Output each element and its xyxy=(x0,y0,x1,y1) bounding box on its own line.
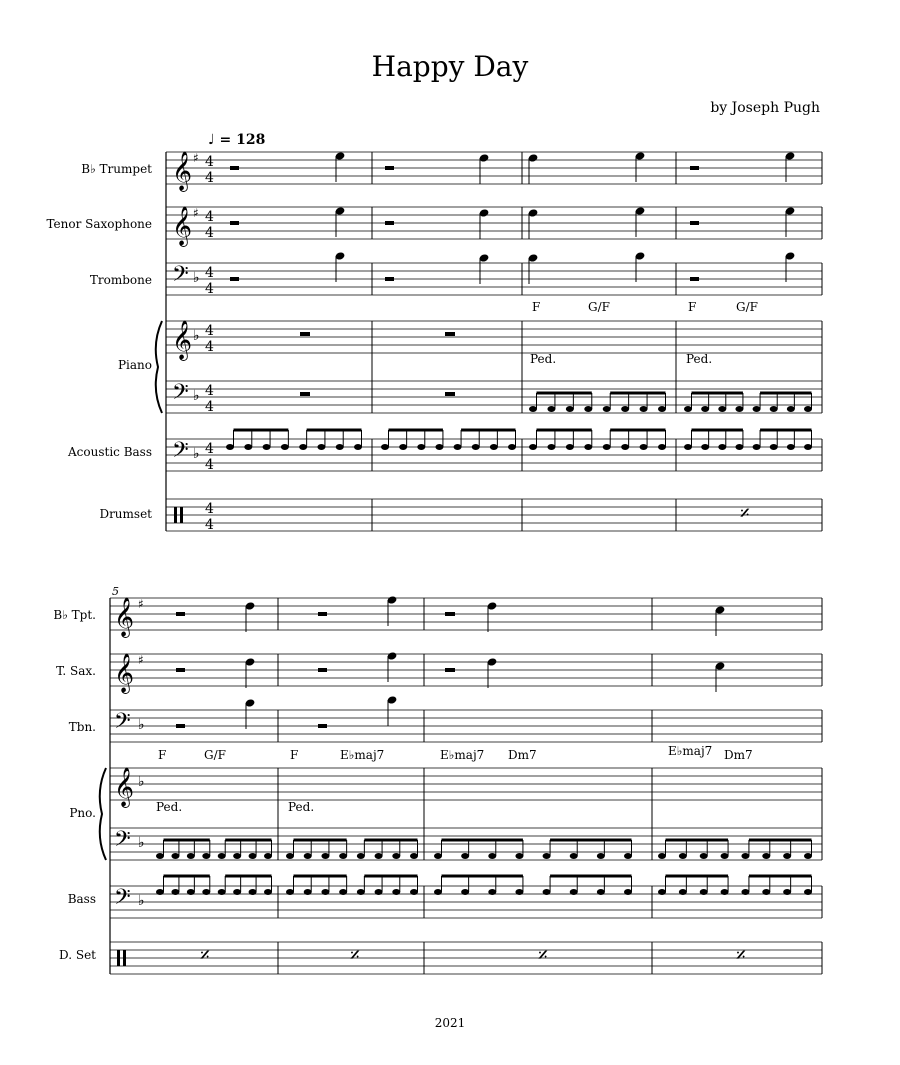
note xyxy=(597,853,605,859)
rest xyxy=(230,166,239,170)
note xyxy=(375,853,383,859)
instrument-name: B♭ Trumpet xyxy=(81,162,152,176)
drum-clef xyxy=(117,950,120,966)
rest xyxy=(690,221,699,225)
note xyxy=(226,444,234,450)
note xyxy=(804,889,812,895)
note xyxy=(472,444,480,450)
instrument-name: D. Set xyxy=(59,948,96,962)
note xyxy=(529,444,537,450)
rest xyxy=(445,392,455,396)
drum-clef xyxy=(123,950,126,966)
note xyxy=(700,853,708,859)
note xyxy=(529,406,537,412)
note xyxy=(410,889,418,895)
note xyxy=(461,853,469,859)
note xyxy=(417,444,425,450)
note xyxy=(804,406,812,412)
note xyxy=(321,889,329,895)
note xyxy=(264,853,272,859)
note xyxy=(461,889,469,895)
note xyxy=(597,889,605,895)
treble-clef: 𝄞 xyxy=(172,320,193,360)
note xyxy=(547,406,555,412)
note xyxy=(621,406,629,412)
note xyxy=(700,889,708,895)
note xyxy=(721,889,729,895)
time-sig: 4 xyxy=(205,265,214,281)
rest xyxy=(385,277,394,281)
rest xyxy=(300,332,310,336)
instrument-name: Tbn. xyxy=(68,720,96,734)
note xyxy=(454,444,462,450)
repeat-measure-sign: 𝄎 xyxy=(736,943,746,967)
key-signature: ♯ xyxy=(138,597,144,611)
bass-clef: 𝄢 xyxy=(172,380,189,410)
note xyxy=(570,889,578,895)
chord-symbol: E♭maj7 xyxy=(440,748,485,762)
key-signature: ♭ xyxy=(138,774,145,790)
note xyxy=(434,889,442,895)
time-sig: 4 xyxy=(205,441,214,457)
repeat-measure-sign: 𝄎 xyxy=(740,501,750,525)
note xyxy=(753,444,761,450)
key-signature: ♭ xyxy=(138,835,145,851)
note xyxy=(547,444,555,450)
pedal-marking: Ped. xyxy=(288,800,315,814)
note xyxy=(624,853,632,859)
note xyxy=(679,889,687,895)
time-sig: 4 xyxy=(205,339,214,355)
note xyxy=(392,853,400,859)
tempo-marking: ♩ = 128 xyxy=(208,132,266,148)
note xyxy=(762,889,770,895)
note xyxy=(762,853,770,859)
time-sig: 4 xyxy=(205,154,214,170)
key-signature: ♭ xyxy=(193,446,200,462)
key-signature: ♭ xyxy=(193,270,200,286)
rest xyxy=(318,612,327,616)
rest xyxy=(318,724,327,728)
note xyxy=(339,889,347,895)
note xyxy=(264,889,272,895)
note xyxy=(718,406,726,412)
bass-clef: 𝄢 xyxy=(172,438,189,468)
note xyxy=(584,444,592,450)
instrument-name: Drumset xyxy=(99,507,152,521)
rest xyxy=(176,724,185,728)
note xyxy=(202,889,210,895)
composer: by Joseph Pugh xyxy=(710,100,820,116)
repeat-measure-sign: 𝄎 xyxy=(538,943,548,967)
note xyxy=(249,889,257,895)
note xyxy=(640,406,648,412)
note xyxy=(624,889,632,895)
treble-clef: 𝄞 xyxy=(114,653,135,693)
piano-brace xyxy=(156,321,162,413)
note xyxy=(543,889,551,895)
note xyxy=(233,889,241,895)
chord-symbol: E♭maj7 xyxy=(668,744,713,758)
note xyxy=(543,853,551,859)
note xyxy=(753,406,761,412)
note xyxy=(156,889,164,895)
rest xyxy=(445,668,455,672)
note xyxy=(684,406,692,412)
bass-clef: 𝄢 xyxy=(114,709,131,739)
time-sig: 4 xyxy=(205,383,214,399)
time-sig: 4 xyxy=(205,225,214,241)
key-signature: ♯ xyxy=(138,653,144,667)
note xyxy=(658,853,666,859)
note xyxy=(603,444,611,450)
page-footer: 2021 xyxy=(434,1016,466,1030)
note xyxy=(488,889,496,895)
instrument-name: Trombone xyxy=(89,273,152,287)
note xyxy=(640,444,648,450)
note xyxy=(658,444,666,450)
chord-symbol: G/F xyxy=(204,748,226,762)
note xyxy=(399,444,407,450)
note xyxy=(770,406,778,412)
chord-symbol: F xyxy=(158,748,167,762)
rest xyxy=(445,612,455,616)
note xyxy=(721,853,729,859)
note xyxy=(357,889,365,895)
note xyxy=(171,853,179,859)
rest xyxy=(690,277,699,281)
note xyxy=(701,406,709,412)
note xyxy=(658,889,666,895)
treble-clef: 𝄞 xyxy=(114,767,135,807)
note xyxy=(701,444,709,450)
note xyxy=(156,853,164,859)
measure-number: 5 xyxy=(112,585,119,598)
instrument-name: Tenor Saxophone xyxy=(46,217,152,231)
note xyxy=(336,444,344,450)
instrument-name: Bass xyxy=(67,892,96,906)
note xyxy=(508,444,516,450)
repeat-measure-sign: 𝄎 xyxy=(350,943,360,967)
chord-symbol: F xyxy=(532,300,541,314)
note xyxy=(718,444,726,450)
note xyxy=(741,889,749,895)
note xyxy=(566,406,574,412)
note xyxy=(490,444,498,450)
treble-clef: 𝄞 xyxy=(114,597,135,637)
key-signature: ♭ xyxy=(138,717,145,733)
note xyxy=(684,444,692,450)
note xyxy=(171,889,179,895)
note xyxy=(281,444,289,450)
pedal-marking: Ped. xyxy=(686,352,713,366)
time-sig: 4 xyxy=(205,209,214,225)
note xyxy=(304,853,312,859)
note xyxy=(584,406,592,412)
note xyxy=(570,853,578,859)
treble-clef: 𝄞 xyxy=(172,151,193,191)
note xyxy=(679,853,687,859)
note xyxy=(735,406,743,412)
note xyxy=(218,889,226,895)
note xyxy=(787,406,795,412)
rest xyxy=(176,668,185,672)
note xyxy=(354,444,362,450)
note xyxy=(392,889,400,895)
note xyxy=(410,853,418,859)
instrument-name: B♭ Tpt. xyxy=(53,608,96,622)
key-signature: ♯ xyxy=(193,206,199,220)
note xyxy=(804,853,812,859)
rest xyxy=(385,221,394,225)
note xyxy=(339,853,347,859)
instrument-name: Piano xyxy=(117,358,152,372)
note xyxy=(434,853,442,859)
note xyxy=(317,444,325,450)
rest xyxy=(230,221,239,225)
note xyxy=(488,853,496,859)
time-sig: 4 xyxy=(205,501,214,517)
pedal-marking: Ped. xyxy=(156,800,183,814)
rest xyxy=(385,166,394,170)
instrument-name: Pno. xyxy=(69,806,96,820)
note xyxy=(804,444,812,450)
time-sig: 4 xyxy=(205,457,214,473)
chord-symbol: F xyxy=(688,300,697,314)
rest xyxy=(300,392,310,396)
rest xyxy=(318,668,327,672)
note xyxy=(286,853,294,859)
piano-brace xyxy=(100,768,106,860)
note xyxy=(263,444,271,450)
note xyxy=(603,406,611,412)
note xyxy=(304,889,312,895)
note xyxy=(218,853,226,859)
time-sig: 4 xyxy=(205,281,214,297)
note xyxy=(741,853,749,859)
note xyxy=(621,444,629,450)
key-signature: ♭ xyxy=(193,388,200,404)
rest xyxy=(445,332,455,336)
note xyxy=(783,889,791,895)
note xyxy=(299,444,307,450)
chord-symbol: Dm7 xyxy=(724,748,753,762)
rest xyxy=(690,166,699,170)
bass-clef: 𝄢 xyxy=(114,885,131,915)
instrument-name: T. Sax. xyxy=(56,664,96,678)
note xyxy=(566,444,574,450)
note xyxy=(375,889,383,895)
note xyxy=(735,444,743,450)
note xyxy=(233,853,241,859)
chord-symbol: Dm7 xyxy=(508,748,537,762)
note xyxy=(202,853,210,859)
bass-clef: 𝄢 xyxy=(114,827,131,857)
note xyxy=(249,853,257,859)
note xyxy=(515,853,523,859)
instrument-name: Acoustic Bass xyxy=(68,445,152,459)
note xyxy=(187,889,195,895)
time-sig: 4 xyxy=(205,323,214,339)
key-signature: ♭ xyxy=(138,893,145,909)
key-signature: ♯ xyxy=(193,151,199,165)
note xyxy=(187,853,195,859)
note xyxy=(435,444,443,450)
note xyxy=(321,853,329,859)
rest xyxy=(230,277,239,281)
repeat-measure-sign: 𝄎 xyxy=(200,943,210,967)
note xyxy=(357,853,365,859)
note xyxy=(515,889,523,895)
chord-symbol: F xyxy=(290,748,299,762)
rest xyxy=(176,612,185,616)
bass-clef: 𝄢 xyxy=(172,262,189,292)
pedal-marking: Ped. xyxy=(530,352,557,366)
chord-symbol: G/F xyxy=(736,300,758,314)
treble-clef: 𝄞 xyxy=(172,206,193,246)
time-sig: 4 xyxy=(205,399,214,415)
chord-symbol: G/F xyxy=(588,300,610,314)
note xyxy=(770,444,778,450)
note xyxy=(286,889,294,895)
time-sig: 4 xyxy=(205,170,214,186)
note xyxy=(381,444,389,450)
score-title: Happy Day xyxy=(371,50,529,83)
note xyxy=(783,853,791,859)
note xyxy=(658,406,666,412)
note xyxy=(787,444,795,450)
note xyxy=(244,444,252,450)
chord-symbol: E♭maj7 xyxy=(340,748,385,762)
key-signature: ♭ xyxy=(193,328,200,344)
time-sig: 4 xyxy=(205,517,214,533)
